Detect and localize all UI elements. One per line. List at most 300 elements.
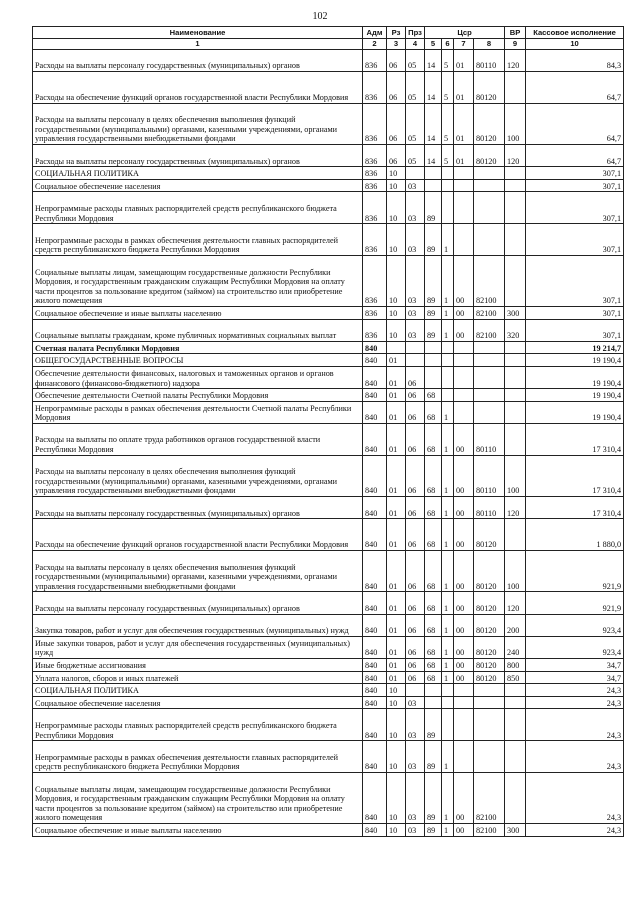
row-adm: 840 xyxy=(363,636,387,658)
row-csr-program xyxy=(425,684,442,697)
row-csr-subprogram xyxy=(442,192,454,224)
header-name: Наименование xyxy=(33,27,363,39)
row-prz xyxy=(406,354,425,367)
row-rz: 01 xyxy=(387,401,406,423)
row-csr-subprogram: 1 xyxy=(442,455,454,496)
row-amount: 1 880,0 xyxy=(526,519,624,551)
row-name: Социальные выплаты гражданам, кроме публичных нормативных социальных выплат xyxy=(33,319,363,341)
row-csr-event xyxy=(454,179,474,192)
row-amount: 923,4 xyxy=(526,636,624,658)
row-csr-subprogram: 1 xyxy=(442,659,454,672)
column-number-row xyxy=(33,39,624,50)
table-row xyxy=(33,455,624,496)
row-rz: 10 xyxy=(387,823,406,836)
row-csr-subprogram: 1 xyxy=(442,592,454,614)
table-row xyxy=(33,592,624,614)
row-csr-event: 00 xyxy=(454,497,474,519)
row-rz: 01 xyxy=(387,519,406,551)
row-csr-program: 89 xyxy=(425,255,442,306)
row-vr xyxy=(505,192,526,224)
row-prz: 06 xyxy=(406,401,425,423)
row-name: Социальное обеспечение населения xyxy=(33,696,363,709)
row-csr-direction: 80120 xyxy=(474,551,505,592)
row-csr-event: 01 xyxy=(454,49,474,71)
row-csr-subprogram: 5 xyxy=(442,103,454,144)
row-adm: 836 xyxy=(363,306,387,319)
row-prz: 06 xyxy=(406,519,425,551)
row-name: Иные бюджетные ассигнования xyxy=(33,659,363,672)
row-csr-subprogram: 1 xyxy=(442,519,454,551)
table-row xyxy=(33,423,624,455)
row-csr-event: 00 xyxy=(454,423,474,455)
column-number: 8 xyxy=(474,39,505,50)
row-prz: 06 xyxy=(406,592,425,614)
row-prz: 06 xyxy=(406,423,425,455)
column-number: 1 xyxy=(33,39,363,50)
row-rz: 10 xyxy=(387,741,406,773)
row-csr-direction: 82100 xyxy=(474,823,505,836)
row-csr-program xyxy=(425,167,442,180)
row-name: Закупка товаров, работ и услуг для обеспечения государственных (муниципальных) нужд xyxy=(33,614,363,636)
table-row xyxy=(33,401,624,423)
row-csr-direction: 82100 xyxy=(474,306,505,319)
column-number: 2 xyxy=(363,39,387,50)
column-number: 3 xyxy=(387,39,406,50)
row-csr-subprogram xyxy=(442,709,454,741)
row-name: Расходы на выплаты персоналу государственных (муниципальных) органов xyxy=(33,49,363,71)
table-row xyxy=(33,823,624,836)
row-csr-event: 00 xyxy=(454,659,474,672)
row-vr: 800 xyxy=(505,659,526,672)
row-csr-program: 89 xyxy=(425,823,442,836)
row-adm: 840 xyxy=(363,659,387,672)
row-csr-direction: 80120 xyxy=(474,592,505,614)
row-name: Социальное обеспечение населения xyxy=(33,179,363,192)
row-vr xyxy=(505,341,526,354)
row-vr: 120 xyxy=(505,592,526,614)
row-csr-event xyxy=(454,366,474,388)
row-csr-program: 14 xyxy=(425,71,442,103)
row-rz: 01 xyxy=(387,614,406,636)
row-vr: 320 xyxy=(505,319,526,341)
row-rz: 01 xyxy=(387,389,406,402)
row-csr-event xyxy=(454,354,474,367)
row-prz: 03 xyxy=(406,306,425,319)
row-adm: 840 xyxy=(363,696,387,709)
row-adm: 836 xyxy=(363,103,387,144)
row-amount: 921,9 xyxy=(526,551,624,592)
row-adm: 836 xyxy=(363,167,387,180)
row-csr-direction: 80120 xyxy=(474,659,505,672)
row-prz: 03 xyxy=(406,772,425,823)
row-csr-program: 89 xyxy=(425,224,442,256)
row-amount: 307,1 xyxy=(526,179,624,192)
row-prz: 03 xyxy=(406,179,425,192)
column-number: 10 xyxy=(526,39,624,50)
row-rz: 01 xyxy=(387,659,406,672)
row-csr-event: 00 xyxy=(454,319,474,341)
row-rz xyxy=(387,341,406,354)
row-adm: 840 xyxy=(363,341,387,354)
row-name: Обеспечение деятельности Счетной палаты Республики Мордовия xyxy=(33,389,363,402)
row-amount: 307,1 xyxy=(526,306,624,319)
table-row xyxy=(33,49,624,71)
row-csr-direction: 80120 xyxy=(474,144,505,166)
row-amount: 307,1 xyxy=(526,319,624,341)
row-adm: 840 xyxy=(363,551,387,592)
row-adm: 836 xyxy=(363,319,387,341)
row-name: Социальное обеспечение и иные выплаты населению xyxy=(33,823,363,836)
row-amount: 307,1 xyxy=(526,167,624,180)
row-amount: 34,7 xyxy=(526,659,624,672)
row-csr-event xyxy=(454,224,474,256)
row-adm: 836 xyxy=(363,192,387,224)
row-csr-event: 00 xyxy=(454,823,474,836)
row-vr xyxy=(505,519,526,551)
row-csr-event: 00 xyxy=(454,551,474,592)
table-row xyxy=(33,255,624,306)
row-csr-subprogram xyxy=(442,179,454,192)
row-name: Расходы на выплаты персоналу в целях обеспечения выполнения функций государственными (муниципальными) органами, казенными учреждениями, органами управления государственными внебюджетными фондами xyxy=(33,455,363,496)
row-csr-program: 89 xyxy=(425,741,442,773)
row-csr-subprogram: 5 xyxy=(442,71,454,103)
row-rz: 06 xyxy=(387,49,406,71)
row-name: Расходы на выплаты персоналу государственных (муниципальных) органов xyxy=(33,497,363,519)
row-adm: 840 xyxy=(363,497,387,519)
table-row xyxy=(33,341,624,354)
row-rz: 10 xyxy=(387,167,406,180)
row-csr-program: 68 xyxy=(425,671,442,684)
row-prz: 03 xyxy=(406,255,425,306)
row-csr-event: 00 xyxy=(454,592,474,614)
row-rz: 10 xyxy=(387,179,406,192)
row-adm: 840 xyxy=(363,423,387,455)
row-csr-event: 01 xyxy=(454,144,474,166)
row-prz: 05 xyxy=(406,71,425,103)
row-csr-direction xyxy=(474,709,505,741)
row-vr xyxy=(505,389,526,402)
row-amount: 24,3 xyxy=(526,823,624,836)
row-rz: 01 xyxy=(387,636,406,658)
row-vr xyxy=(505,255,526,306)
table-row xyxy=(33,659,624,672)
row-csr-program xyxy=(425,696,442,709)
row-rz: 01 xyxy=(387,592,406,614)
row-vr: 850 xyxy=(505,671,526,684)
row-csr-event xyxy=(454,696,474,709)
row-name: Расходы на выплаты персоналу государственных (муниципальных) органов xyxy=(33,144,363,166)
row-csr-direction: 82100 xyxy=(474,255,505,306)
row-name: Социальные выплаты лицам, замещающим государственные должности Республики Мордовия, и государственным гражданским служащим Республики Мордовия на оплату части процентов за пользование кредитом (займом) на строительство или приобретение жилого помещения xyxy=(33,772,363,823)
row-prz: 06 xyxy=(406,551,425,592)
row-rz: 10 xyxy=(387,306,406,319)
table-row xyxy=(33,636,624,658)
row-csr-subprogram xyxy=(442,366,454,388)
row-adm: 836 xyxy=(363,255,387,306)
row-amount: 921,9 xyxy=(526,592,624,614)
row-csr-program: 89 xyxy=(425,306,442,319)
row-vr xyxy=(505,167,526,180)
row-csr-event: 00 xyxy=(454,255,474,306)
row-csr-subprogram: 5 xyxy=(442,144,454,166)
row-prz: 05 xyxy=(406,103,425,144)
row-csr-program: 68 xyxy=(425,659,442,672)
row-csr-direction: 80110 xyxy=(474,423,505,455)
row-adm: 840 xyxy=(363,772,387,823)
row-csr-direction: 80120 xyxy=(474,103,505,144)
table-row xyxy=(33,519,624,551)
row-amount: 24,3 xyxy=(526,772,624,823)
row-csr-program: 68 xyxy=(425,592,442,614)
header-amount: Кассовое исполнение xyxy=(526,27,624,39)
row-adm: 840 xyxy=(363,671,387,684)
table-row xyxy=(33,497,624,519)
row-prz: 06 xyxy=(406,614,425,636)
row-vr xyxy=(505,709,526,741)
table-row xyxy=(33,671,624,684)
row-name: Непрограммные расходы в рамках обеспечения деятельности главных распорядителей средств республиканского бюджета Республики Мордовия xyxy=(33,741,363,773)
row-rz: 06 xyxy=(387,71,406,103)
row-prz: 06 xyxy=(406,455,425,496)
row-vr: 120 xyxy=(505,49,526,71)
header-rz: Рз xyxy=(387,27,406,39)
row-amount: 19 190,4 xyxy=(526,366,624,388)
row-vr: 100 xyxy=(505,103,526,144)
row-name: Расходы на выплаты по оплате труда работников органов государственной власти Республики Мордовия xyxy=(33,423,363,455)
row-adm: 840 xyxy=(363,614,387,636)
table-row xyxy=(33,144,624,166)
row-csr-direction xyxy=(474,684,505,697)
row-prz: 03 xyxy=(406,224,425,256)
row-adm: 840 xyxy=(363,401,387,423)
row-amount: 17 310,4 xyxy=(526,455,624,496)
row-name: Непрограммные расходы главных распорядителей средств республиканского бюджета Республики Мордовия xyxy=(33,709,363,741)
row-csr-program: 68 xyxy=(425,636,442,658)
row-csr-program: 89 xyxy=(425,319,442,341)
row-vr: 120 xyxy=(505,497,526,519)
row-csr-subprogram xyxy=(442,354,454,367)
row-prz: 06 xyxy=(406,636,425,658)
row-csr-direction: 80120 xyxy=(474,71,505,103)
table-row xyxy=(33,551,624,592)
row-rz: 01 xyxy=(387,497,406,519)
row-csr-subprogram: 1 xyxy=(442,614,454,636)
row-prz: 03 xyxy=(406,741,425,773)
row-vr xyxy=(505,741,526,773)
table-row xyxy=(33,772,624,823)
row-prz xyxy=(406,684,425,697)
row-rz: 06 xyxy=(387,144,406,166)
row-csr-direction xyxy=(474,224,505,256)
row-csr-program: 89 xyxy=(425,192,442,224)
column-number: 4 xyxy=(406,39,425,50)
row-rz: 10 xyxy=(387,192,406,224)
row-amount: 923,4 xyxy=(526,614,624,636)
row-csr-event xyxy=(454,389,474,402)
row-amount: 19 214,7 xyxy=(526,341,624,354)
row-adm: 840 xyxy=(363,684,387,697)
row-vr: 120 xyxy=(505,144,526,166)
row-vr xyxy=(505,71,526,103)
row-amount: 84,3 xyxy=(526,49,624,71)
header-adm: Адм xyxy=(363,27,387,39)
row-csr-subprogram: 1 xyxy=(442,823,454,836)
row-csr-subprogram: 1 xyxy=(442,497,454,519)
row-adm: 840 xyxy=(363,823,387,836)
table-row xyxy=(33,741,624,773)
row-name: Социальное обеспечение и иные выплаты населению xyxy=(33,306,363,319)
row-csr-direction xyxy=(474,366,505,388)
row-csr-program: 68 xyxy=(425,389,442,402)
row-name: Уплата налогов, сборов и иных платежей xyxy=(33,671,363,684)
page-number: 102 xyxy=(312,11,328,22)
row-vr xyxy=(505,224,526,256)
row-prz: 03 xyxy=(406,823,425,836)
row-adm: 836 xyxy=(363,71,387,103)
row-csr-subprogram: 1 xyxy=(442,401,454,423)
row-csr-subprogram: 1 xyxy=(442,636,454,658)
row-csr-event: 00 xyxy=(454,614,474,636)
header-vr: ВР xyxy=(505,27,526,39)
column-number: 9 xyxy=(505,39,526,50)
row-adm: 840 xyxy=(363,709,387,741)
row-adm: 840 xyxy=(363,389,387,402)
row-adm: 836 xyxy=(363,49,387,71)
row-csr-event: 00 xyxy=(454,519,474,551)
row-csr-event xyxy=(454,167,474,180)
row-csr-direction xyxy=(474,389,505,402)
row-name: СОЦИАЛЬНАЯ ПОЛИТИКА xyxy=(33,684,363,697)
row-rz: 10 xyxy=(387,224,406,256)
row-csr-subprogram: 1 xyxy=(442,772,454,823)
budget-execution-table xyxy=(32,26,624,837)
row-rz: 10 xyxy=(387,319,406,341)
row-rz: 01 xyxy=(387,354,406,367)
row-rz: 10 xyxy=(387,696,406,709)
row-csr-subprogram xyxy=(442,389,454,402)
row-name: Счетная палата Республики Мордовия xyxy=(33,341,363,354)
row-vr: 100 xyxy=(505,455,526,496)
row-csr-subprogram: 1 xyxy=(442,255,454,306)
row-csr-program: 68 xyxy=(425,614,442,636)
row-vr xyxy=(505,696,526,709)
row-csr-direction xyxy=(474,179,505,192)
row-name: Непрограммные расходы в рамках обеспечения деятельности Счетной палаты Республики Мордовия xyxy=(33,401,363,423)
row-csr-direction xyxy=(474,167,505,180)
row-csr-subprogram: 1 xyxy=(442,306,454,319)
table-row xyxy=(33,192,624,224)
row-csr-event: 00 xyxy=(454,636,474,658)
row-csr-event xyxy=(454,684,474,697)
row-amount: 24,3 xyxy=(526,684,624,697)
row-name: СОЦИАЛЬНАЯ ПОЛИТИКА xyxy=(33,167,363,180)
row-amount: 34,7 xyxy=(526,671,624,684)
row-csr-program xyxy=(425,354,442,367)
row-rz: 10 xyxy=(387,709,406,741)
row-prz xyxy=(406,341,425,354)
row-amount: 24,3 xyxy=(526,696,624,709)
row-name: Расходы на обеспечение функций органов государственной власти Республики Мордовия xyxy=(33,71,363,103)
row-csr-direction: 82100 xyxy=(474,772,505,823)
row-prz: 06 xyxy=(406,659,425,672)
row-rz: 10 xyxy=(387,772,406,823)
row-csr-direction xyxy=(474,741,505,773)
row-amount: 307,1 xyxy=(526,255,624,306)
row-csr-direction xyxy=(474,696,505,709)
row-rz: 01 xyxy=(387,423,406,455)
table-row xyxy=(33,179,624,192)
row-name: Расходы на выплаты персоналу государственных (муниципальных) органов xyxy=(33,592,363,614)
row-csr-subprogram xyxy=(442,167,454,180)
row-adm: 840 xyxy=(363,366,387,388)
row-amount: 19 190,4 xyxy=(526,389,624,402)
table-row xyxy=(33,224,624,256)
row-csr-subprogram: 1 xyxy=(442,671,454,684)
table-row xyxy=(33,354,624,367)
row-rz: 10 xyxy=(387,684,406,697)
row-vr: 200 xyxy=(505,614,526,636)
table-row xyxy=(33,684,624,697)
row-csr-program xyxy=(425,366,442,388)
row-csr-event xyxy=(454,741,474,773)
row-name: Расходы на обеспечение функций органов государственной власти Республики Мордовия xyxy=(33,519,363,551)
row-csr-event: 00 xyxy=(454,455,474,496)
row-csr-direction: 80120 xyxy=(474,614,505,636)
row-csr-event: 00 xyxy=(454,772,474,823)
row-vr xyxy=(505,772,526,823)
row-csr-program: 68 xyxy=(425,423,442,455)
header-row xyxy=(33,27,624,39)
row-adm: 836 xyxy=(363,179,387,192)
header-csr: Цср xyxy=(425,27,505,39)
row-csr-direction xyxy=(474,354,505,367)
row-csr-event: 01 xyxy=(454,71,474,103)
row-csr-subprogram: 1 xyxy=(442,551,454,592)
row-prz: 06 xyxy=(406,671,425,684)
row-csr-event: 00 xyxy=(454,671,474,684)
row-csr-direction: 80110 xyxy=(474,497,505,519)
row-csr-direction xyxy=(474,401,505,423)
row-name: ОБЩЕГОСУДАРСТВЕННЫЕ ВОПРОСЫ xyxy=(33,354,363,367)
row-amount: 19 190,4 xyxy=(526,354,624,367)
column-number: 7 xyxy=(454,39,474,50)
row-vr: 100 xyxy=(505,551,526,592)
row-csr-direction: 80110 xyxy=(474,49,505,71)
row-csr-event: 00 xyxy=(454,306,474,319)
row-adm: 836 xyxy=(363,144,387,166)
row-csr-program: 68 xyxy=(425,401,442,423)
row-amount: 64,7 xyxy=(526,71,624,103)
row-name: Расходы на выплаты персоналу в целях обеспечения выполнения функций государственными (муниципальными) органами, казенными учреждениями, органами управления государственными внебюджетными фондами xyxy=(33,551,363,592)
row-csr-event xyxy=(454,709,474,741)
row-rz: 01 xyxy=(387,671,406,684)
row-csr-program: 68 xyxy=(425,497,442,519)
row-adm: 840 xyxy=(363,741,387,773)
row-vr xyxy=(505,179,526,192)
table-row xyxy=(33,366,624,388)
row-csr-subprogram xyxy=(442,684,454,697)
row-amount: 17 310,4 xyxy=(526,497,624,519)
row-name: Социальные выплаты лицам, замещающим государственные должности Республики Мордовия, и государственным гражданским служащим Республики Мордовия на оплату части процентов за пользование кредитом (займом) на строительство или приобретение жилого помещения xyxy=(33,255,363,306)
row-csr-direction xyxy=(474,341,505,354)
row-prz: 06 xyxy=(406,389,425,402)
row-csr-subprogram: 1 xyxy=(442,423,454,455)
row-prz: 05 xyxy=(406,49,425,71)
table-row xyxy=(33,709,624,741)
row-rz: 01 xyxy=(387,366,406,388)
row-vr xyxy=(505,401,526,423)
row-amount: 307,1 xyxy=(526,224,624,256)
